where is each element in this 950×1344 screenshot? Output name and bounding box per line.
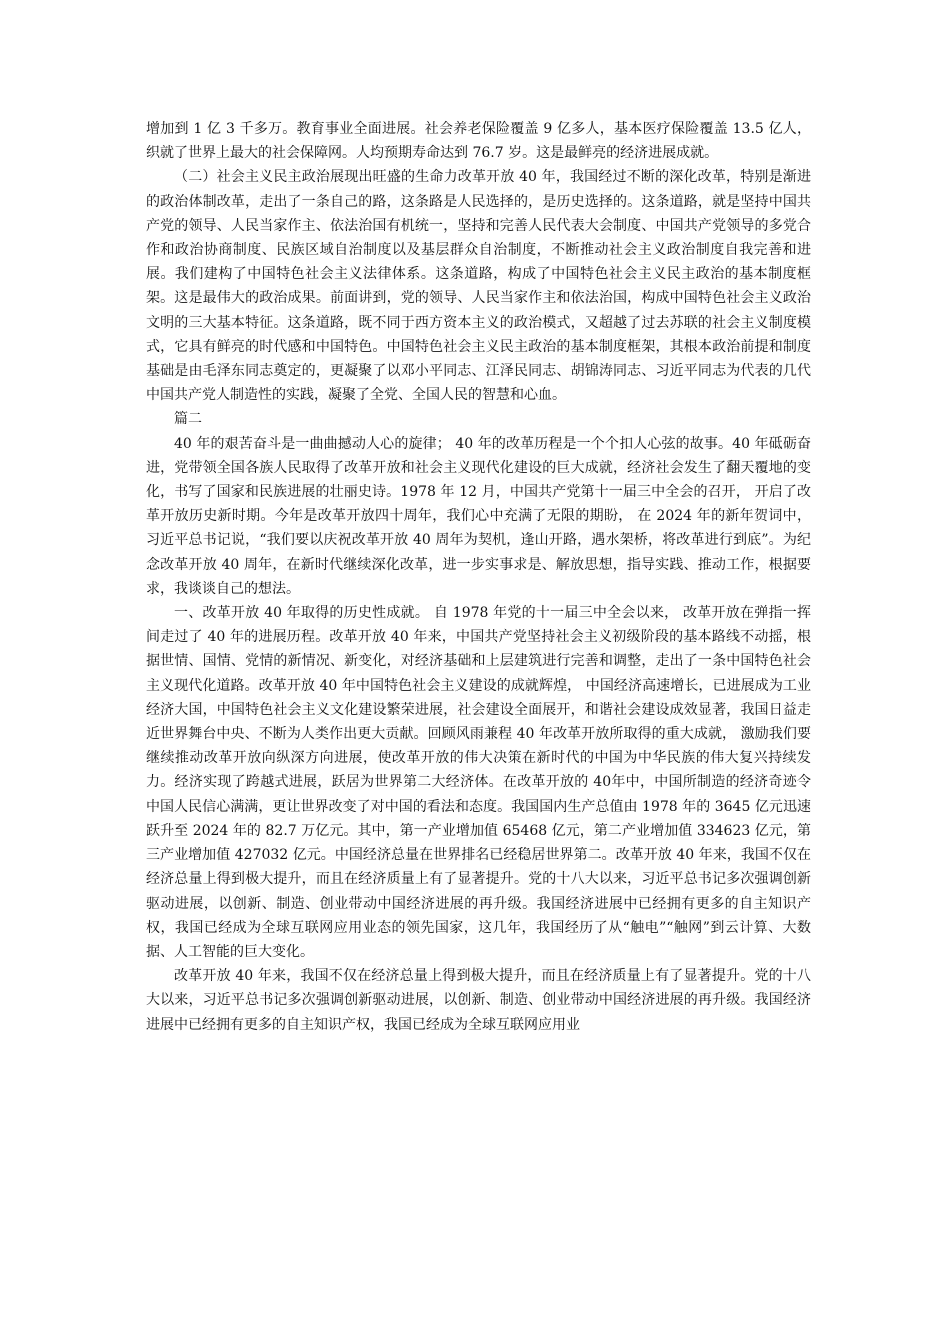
paragraph-democratic-politics: （二）社会主义民主政治展现出旺盛的生命力改革开放 40 年，我国经过不断的深化改革，特别是渐进的政治体制改革，走出了一条自己的路，这条路是人民选择的，是历史选择的。这条道路，就是坚持中国共产党的领导、人民当家作主、依法治国有机统一，坚持和完善人民代表大会制度、中国共产党领导的多党合作和政治协商制度、民族区域自治制度以及基层群众自治制度，不断推动社会主义政治制度自我完善和进展。我们建构了中国特色社会主义法律体系。这条道路，构成了中国特色社会主义民主政治的基本制度框架。这是最伟大的政治成果。前面讲到，党的领导、人民当家作主和依法治国，构成中国特色社会主义政治文明的三大基本特征。这条道路，既不同于西方资本主义的政治模式，又超越了过去苏联的社会主义制度模式，它具有鲜亮的时代感和中国特色。中国特色社会主义民主政治的基本制度框架，其根本政治前提和制度基础是由毛泽东同志奠定的，更凝聚了以邓小平同志、江泽民同志、胡锦涛同志、习近平同志为代表的几代中国共产党人制造性的实践，凝聚了全党、全国人民的智慧和心血。 xyxy=(146,169,811,404)
paragraph-continuation: 增加到 1 亿 3 千多万。教育事业全面进展。社会养老保险覆盖 9 亿多人，基本医疗保险覆盖 13.5 亿人，织就了世界上最大的社会保障网。人均预期寿命达到 76.7 岁。这是最鲜亮的经济进展成就。 xyxy=(146,121,811,162)
document-body xyxy=(146,117,811,1037)
paragraph-forty-years-intro: 40 年的艰苦奋斗是一曲曲撼动人心的旋律； 40 年的改革历程是一个个扣人心弦的故事。40 年砥砺奋进，党带领全国各族人民取得了改革开放和社会主义现代化建设的巨大成就，经济社会发生了翻天覆地的变化，书写了国家和民族进展的壮丽史诗。1978 年 12 月，中国共产党第十一届三中全会的召开， 开启了改革开放历史新时期。今年是改革开放四十周年，我们心中充满了无限的期盼， 在 2024 年的新年贺词中， 习近平总书记说，“我们要以庆祝改革开放 40 周年为契机，逢山开路，遇水架桥，将改革进行到底”。为纪念改革开放 40 周年，在新时代继续深化改革，进一步实事求是、解放思想，指导实践、推动工作，根据要求，我谈谈自己的想法。 xyxy=(146,435,811,597)
paragraph-economic-quality: 改革开放 40 年来，我国不仅在经济总量上得到极大提升，而且在经济质量上有了显著提升。党的十八大以来，习近平总书记多次强调创新驱动进展，以创新、制造、创业带动中国经济进展的再升级。我国经济进展中已经拥有更多的自主知识产权，我国已经成为全球互联网应用业 xyxy=(146,968,811,1033)
paragraph-historic-achievements: 一、改革开放 40 年取得的历史性成就。 自 1978 年党的十一届三中全会以来， 改革开放在弹指一挥间走过了 40 年的进展历程。改革开放 40 年来，中国共产党坚持社会主义初级阶段的基本路线不动摇，根据世情、国情、党情的新情况、新变化，对经济基础和上层建筑进行完善和调整，走出了一条中国特色社会主义现代化道路。改革开放 40 年中国特色社会主义建设的成就辉煌， 中国经济高速增长，已进展成为工业经济大国，中国特色社会主义文化建设繁荣进展，社会建设全面展开，和谐社会建设成效显著，我国日益走近世界舞台中央、不断为人类作出更大贡献。回顾风雨兼程 40 年改革开放所取得的重大成就， 激励我们要继续推动改革开放向纵深方向进展，使改革开放的伟大决策在新时代的中国为中华民族的伟大复兴持续发力。经济实现了跨越式进展，跃居为世界第二大经济体。在改革开放的 40年中，中国所制造的经济奇迹令中国人民信心满满，更让世界改变了对中国的看法和态度。我国国内生产总值由 1978 年的 3645 亿元迅速跃升至 2024 年的 82.7 万亿元。其中，第一产业增加值 65468 亿元，第二产业增加值 334623 亿元，第三产业增加值 427032 亿元。中国经济总量在世界排名已经稳居世界第二。改革开放 40 年来，我国不仅在经济总量上得到极大提升，而且在经济质量上有了显著提升。党的十八大以来，习近平总书记多次强调创新驱动进展，以创新、制造、创业带动中国经济进展的再升级。我国经济进展中已经拥有更多的自主知识产权，我国已经成为全球互联网应用业态的领先国家，这几年，我国经历了从“触电”“触网”到云计算、大数据、人工智能的巨大变化。 xyxy=(146,605,811,960)
section-heading-part-two: 篇二 xyxy=(174,411,202,428)
